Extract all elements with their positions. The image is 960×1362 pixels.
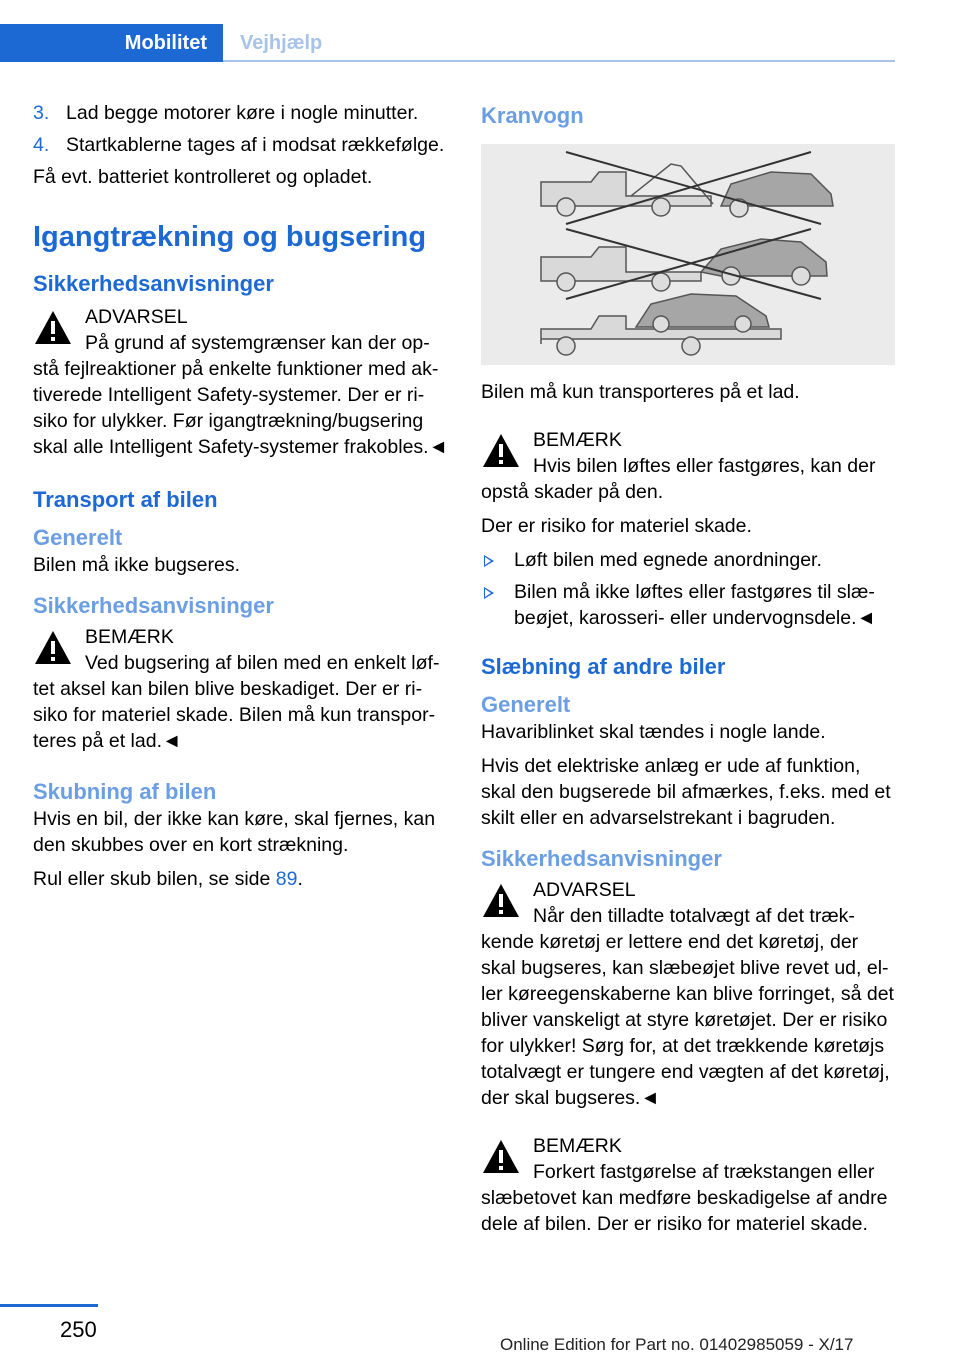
paragraph: Hvis det elektriske anlæg er ude af funktion, skal den bugserede bil afmærkes, f.eks. med et skilt eller en advarselstrekant i bagruden. xyxy=(481,755,891,829)
step-text: Startkablerne tages af i modsat rækkefølge. xyxy=(66,134,445,156)
bullet-text: Bilen må ikke løftes eller fastgøres til slæbeøjet, karosseri- eller undervognsdele.◄ xyxy=(514,581,876,629)
subsection-heading: Slæbning af andre biler xyxy=(481,654,726,679)
footer-rule xyxy=(0,1304,98,1307)
warning-notice xyxy=(481,877,896,1111)
sub-subsection-heading: Generelt xyxy=(33,525,123,550)
notice-text: Når den tilladte totalvægt af det trækkende køretøj er lettere end det køretøj, der skal bugseres, kan slæbeøjet blive revet ud, eller køreegenskaberne kan blive forringet, så det bliver vanskeligt at styre køretøjet. Der er risiko for ulykker! Sørg for, at det trækkende køretøjs totalvægt er tungere end vægten af det køretøj, der skal bugseres.◄ xyxy=(481,905,894,1109)
header-rule xyxy=(223,60,895,62)
subsection-heading: Transport af bilen xyxy=(33,487,218,512)
step-item xyxy=(33,100,448,126)
paragraph: Bilen må ikke bugseres. xyxy=(33,554,241,576)
caution-notice xyxy=(33,624,448,754)
bullet-item xyxy=(481,547,896,573)
sub-subsection-heading: Sikkerhedsanvisninger xyxy=(33,593,274,618)
warning-triangle-icon xyxy=(33,628,73,668)
edition-text: Online Edition for Part no. 01402985059 - X/17 xyxy=(500,1335,854,1354)
warning-triangle-icon xyxy=(33,308,73,348)
bullet-item xyxy=(481,579,896,631)
sub-subsection-heading: Sikkerhedsanvisninger xyxy=(481,846,722,871)
paragraph xyxy=(33,866,448,892)
caution-notice xyxy=(481,1133,896,1237)
notice-label: ADVARSEL xyxy=(85,306,188,328)
caution-notice xyxy=(481,427,896,505)
sub-subsection-heading: Generelt xyxy=(481,692,571,717)
triangle-bullet-icon xyxy=(484,587,494,599)
warning-triangle-icon xyxy=(481,431,521,471)
notice-label: BEMÆRK xyxy=(533,429,622,451)
left-column xyxy=(33,100,448,900)
step-number: 4. xyxy=(33,134,50,156)
paragraph: Der er risiko for materiel skade. xyxy=(481,515,752,537)
tow-truck-illustration xyxy=(481,144,895,365)
notice-label: ADVARSEL xyxy=(533,879,636,901)
notice-text: Forkert fastgørelse af trækstangen eller slæbetovet kan medføre beskadigelse af andre dele af bilen. Der er risiko for materiel skade. xyxy=(481,1161,888,1235)
warning-triangle-icon xyxy=(481,881,521,921)
warning-triangle-icon xyxy=(481,1137,521,1177)
subsection-heading: Sikkerhedsanvisninger xyxy=(33,271,274,296)
notice-text: På grund af systemgrænser kan der opstå fejlreaktioner på enkelte funktioner med aktiverede Intelligent Safety-systemer. Der er risiko for ulykker. Før igangtrækning/bugsering skal alle Intelligent Safety-systemer frakobles.◄ xyxy=(33,332,448,458)
section-title: Igangtrækning og bugsering xyxy=(33,221,427,253)
page-link[interactable]: 89 xyxy=(275,868,298,890)
triangle-bullet-icon xyxy=(484,555,494,567)
paragraph-text: . xyxy=(297,868,303,890)
right-column xyxy=(481,100,896,1245)
notice-text: Hvis bilen løftes eller fastgøres, kan der opstå skader på den. xyxy=(481,455,876,503)
illustration-caption: Bilen må kun transporteres på et lad. xyxy=(481,381,800,403)
sub-subsection-heading: Skubning af bilen xyxy=(33,779,217,804)
step-text: Lad begge motorer køre i nogle minutter. xyxy=(66,102,419,124)
step-item xyxy=(33,132,448,158)
bullet-text: Løft bilen med egnede anordninger. xyxy=(514,549,822,571)
paragraph: Hvis en bil, der ikke kan køre, skal fjernes, kan den skubbes over en kort strækning. xyxy=(33,808,436,856)
notice-label: BEMÆRK xyxy=(85,626,174,648)
warning-notice xyxy=(33,304,448,460)
sub-subsection-heading: Kranvogn xyxy=(481,103,584,128)
tab-mobilitet[interactable]: Mobilitet xyxy=(0,24,223,62)
notice-text: Ved bugsering af bilen med en enkelt løftet aksel kan bilen blive beskadiget. Der er risiko for materiel skade. Bilen må kun transporteres på et lad.◄ xyxy=(33,652,440,752)
tab-vejhjaelp[interactable]: Vejhjælp xyxy=(240,32,323,54)
paragraph: Få evt. batteriet kontrolleret og opladet. xyxy=(33,166,373,188)
notice-label: BEMÆRK xyxy=(533,1135,622,1157)
page-number: 250 xyxy=(60,1317,97,1342)
paragraph-text: Rul eller skub bilen, se side xyxy=(33,868,276,890)
paragraph: Havariblinket skal tændes i nogle lande. xyxy=(481,721,826,743)
step-number: 3. xyxy=(33,102,50,124)
